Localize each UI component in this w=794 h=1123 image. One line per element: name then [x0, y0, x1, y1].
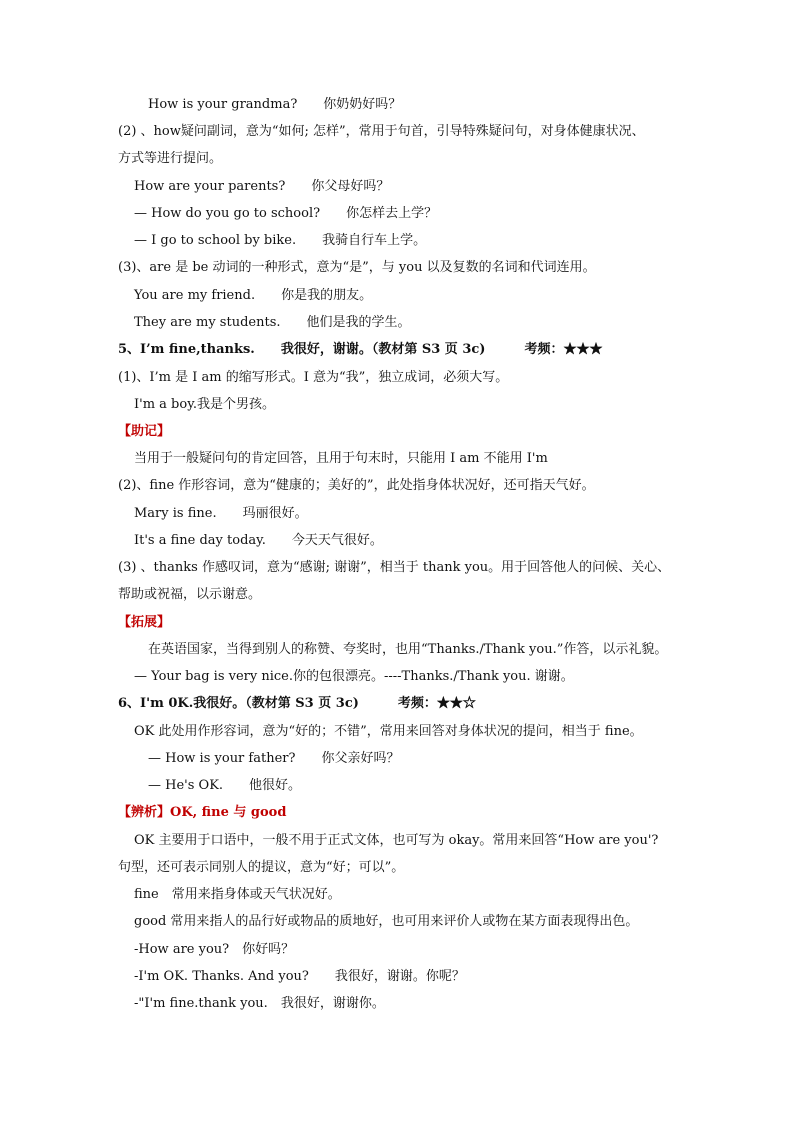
dialog-im-ok: -I'm OK. Thanks. And you? 我很好，谢谢。你呢？ [134, 969, 465, 984]
tag-distinguish: 【辨析】OK, fine 与 good [118, 805, 287, 820]
example-parents: How are your parents? 你父母好吗？ [134, 179, 390, 194]
tag-extension: 【拓展】 [118, 615, 171, 630]
point-2-how: (2) 、how疑问副词，意为“如何; 怎样”，常用于句首，引导特殊疑问句，对身体健康状况、 [118, 124, 645, 139]
distinguish-ok: OK 主要用于口语中，一般不用于正式文体，也可写为 okay。常用来回答“How are you'? [134, 833, 659, 848]
ok-explanation: OK 此处用作形容词，意为“好的；不错”，常用来回答对身体状况的提问，相当于 fine。 [134, 724, 643, 739]
example-mary: Mary is fine. 玛丽很好。 [134, 506, 308, 521]
point-2-fine: (2)、fine 作形容词，意为“健康的；美好的”，此处指身体状况好，还可指天气好。 [118, 478, 595, 493]
example-bag: — Your bag is very nice.你的包很漂亮。----Thanks./Thank you. 谢谢。 [134, 669, 574, 684]
point-3-thanks: (3) 、thanks 作感叹词，意为“感谢; 谢谢”，相当于 thank you。用于回答他人的问候、关心、 [118, 560, 671, 575]
extension-text: 在英语国家，当得到别人的称赞、夸奖时，也用“Thanks./Thank you.”作答，以示礼貌。 [148, 642, 668, 657]
point-1-im: (1)、I’m 是 I am 的缩写形式。I 意为“我”，独立成词，必须大写。 [118, 370, 509, 385]
point-3-are: (3)、are 是 be 动词的一种形式，意为“是”，与 you 以及复数的名词和代词连用。 [118, 260, 596, 275]
dialog-im-fine: -"I'm fine.thank you. 我很好，谢谢你。 [134, 996, 385, 1011]
example-fine-day: It's a fine day today. 今天天气很好。 [134, 533, 383, 548]
mnemonic-text: 当用于一般疑问句的肯定回答，且用于句末时，只能用 I am 不能用 I'm [134, 451, 548, 466]
tag-mnemonic: 【助记】 [118, 424, 171, 439]
distinguish-fine: fine 常用来指身体或天气状况好。 [134, 887, 341, 902]
point-2-how-cont: 方式等进行提问。 [118, 151, 223, 166]
example-father-q: — How is your father? 你父亲好吗？ [148, 751, 400, 766]
example-go-to-school-q: — How do you go to school? 你怎样去上学？ [134, 206, 438, 221]
distinguish-good: good 常用来指人的品行好或物品的质地好，也可用来评价人或物在某方面表现得出色。 [134, 914, 639, 929]
example-boy: I'm a boy.我是个男孩。 [134, 397, 275, 412]
example-friend: You are my friend. 你是我的朋友。 [134, 288, 373, 303]
point-3-thanks-cont: 帮助或祝福，以示谢意。 [118, 587, 262, 602]
example-grandma: How is your grandma? 你奶奶好吗？ [148, 97, 402, 112]
example-students: They are my students. 他们是我的学生。 [134, 315, 411, 330]
example-go-to-school-a: — I go to school by bike. 我骑自行车上学。 [134, 233, 427, 248]
section-5-heading: 5、I’m fine,thanks. 我很好，谢谢。（教材第 S3 页 3c) 考频：★★★ [118, 342, 603, 357]
dialog-how-are-you: -How are you? 你好吗？ [134, 942, 295, 957]
distinguish-ok-cont: 句型，还可表示同别人的提议，意为“好；可以”。 [118, 860, 405, 875]
example-father-a: — He's OK. 他很好。 [148, 778, 302, 793]
section-6-heading: 6、I'm 0K.我很好。（教材第 S3 页 3c) 考频：★★☆ [118, 696, 476, 711]
